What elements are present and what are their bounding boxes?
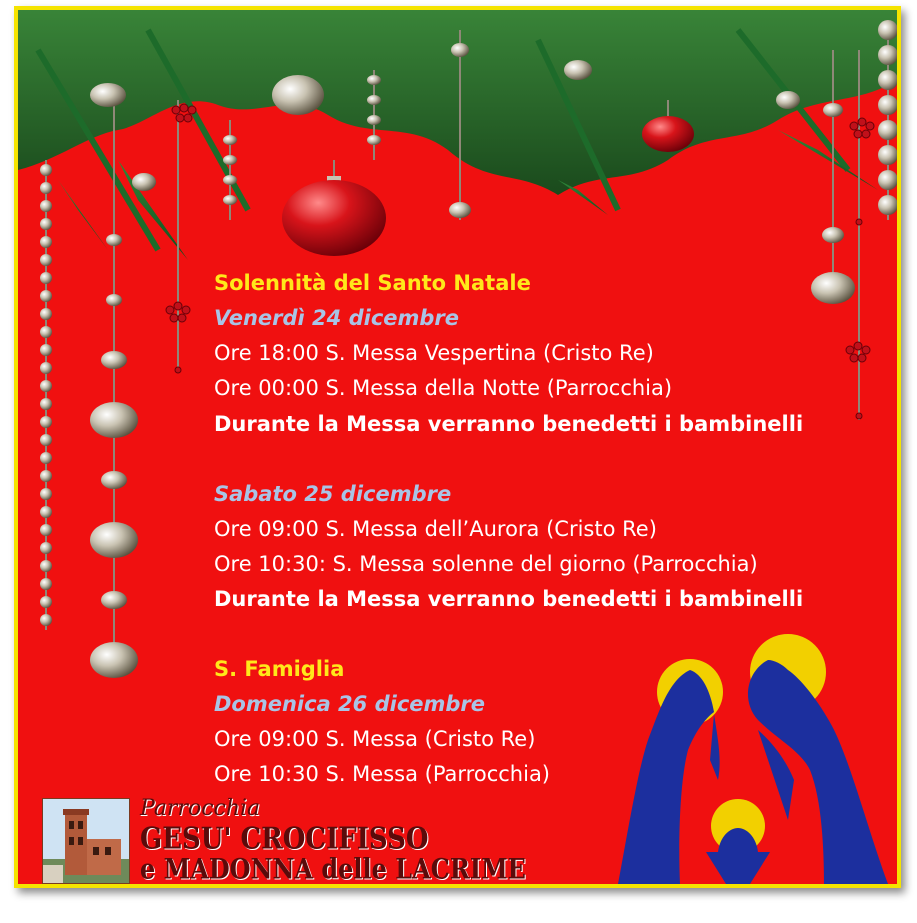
mass-line: Ore 09:00 S. Messa dell’Aurora (Cristo Re) (214, 517, 657, 541)
christmas-title: Solennità del Santo Natale (214, 271, 531, 295)
parish-logo (42, 796, 526, 888)
day-sunday: Domenica 26 dicembre (214, 692, 486, 716)
logo-line-gesu-crocifisso: GESU' CROCIFISSO (140, 822, 429, 857)
mass-line: Ore 10:30 S. Messa (Parrocchia) (214, 762, 550, 786)
christmas-poster (14, 6, 901, 888)
blessing-note: Durante la Messa verranno benedetti i bambinelli (214, 587, 804, 611)
nativity-illustration (618, 630, 897, 884)
mass-line: Ore 09:00 S. Messa (Cristo Re) (214, 727, 536, 751)
day-saturday: Sabato 25 dicembre (214, 482, 452, 506)
logo-line-parrocchia: Parrocchia (140, 796, 261, 821)
mass-line: Ore 18:00 S. Messa Vespertina (Cristo Re) (214, 341, 654, 365)
day-friday: Venerdì 24 dicembre (214, 306, 460, 330)
family-title: S. Famiglia (214, 657, 345, 681)
blessing-note: Durante la Messa verranno benedetti i bambinelli (214, 412, 804, 436)
mass-line: Ore 00:00 S. Messa della Notte (Parrocchia) (214, 376, 673, 400)
church-photo (42, 798, 130, 884)
logo-line-madonna-lacrime: e MADONNA delle LACRIME (140, 852, 526, 886)
mass-line: Ore 10:30: S. Messa solenne del giorno (Parrocchia) (214, 552, 758, 576)
